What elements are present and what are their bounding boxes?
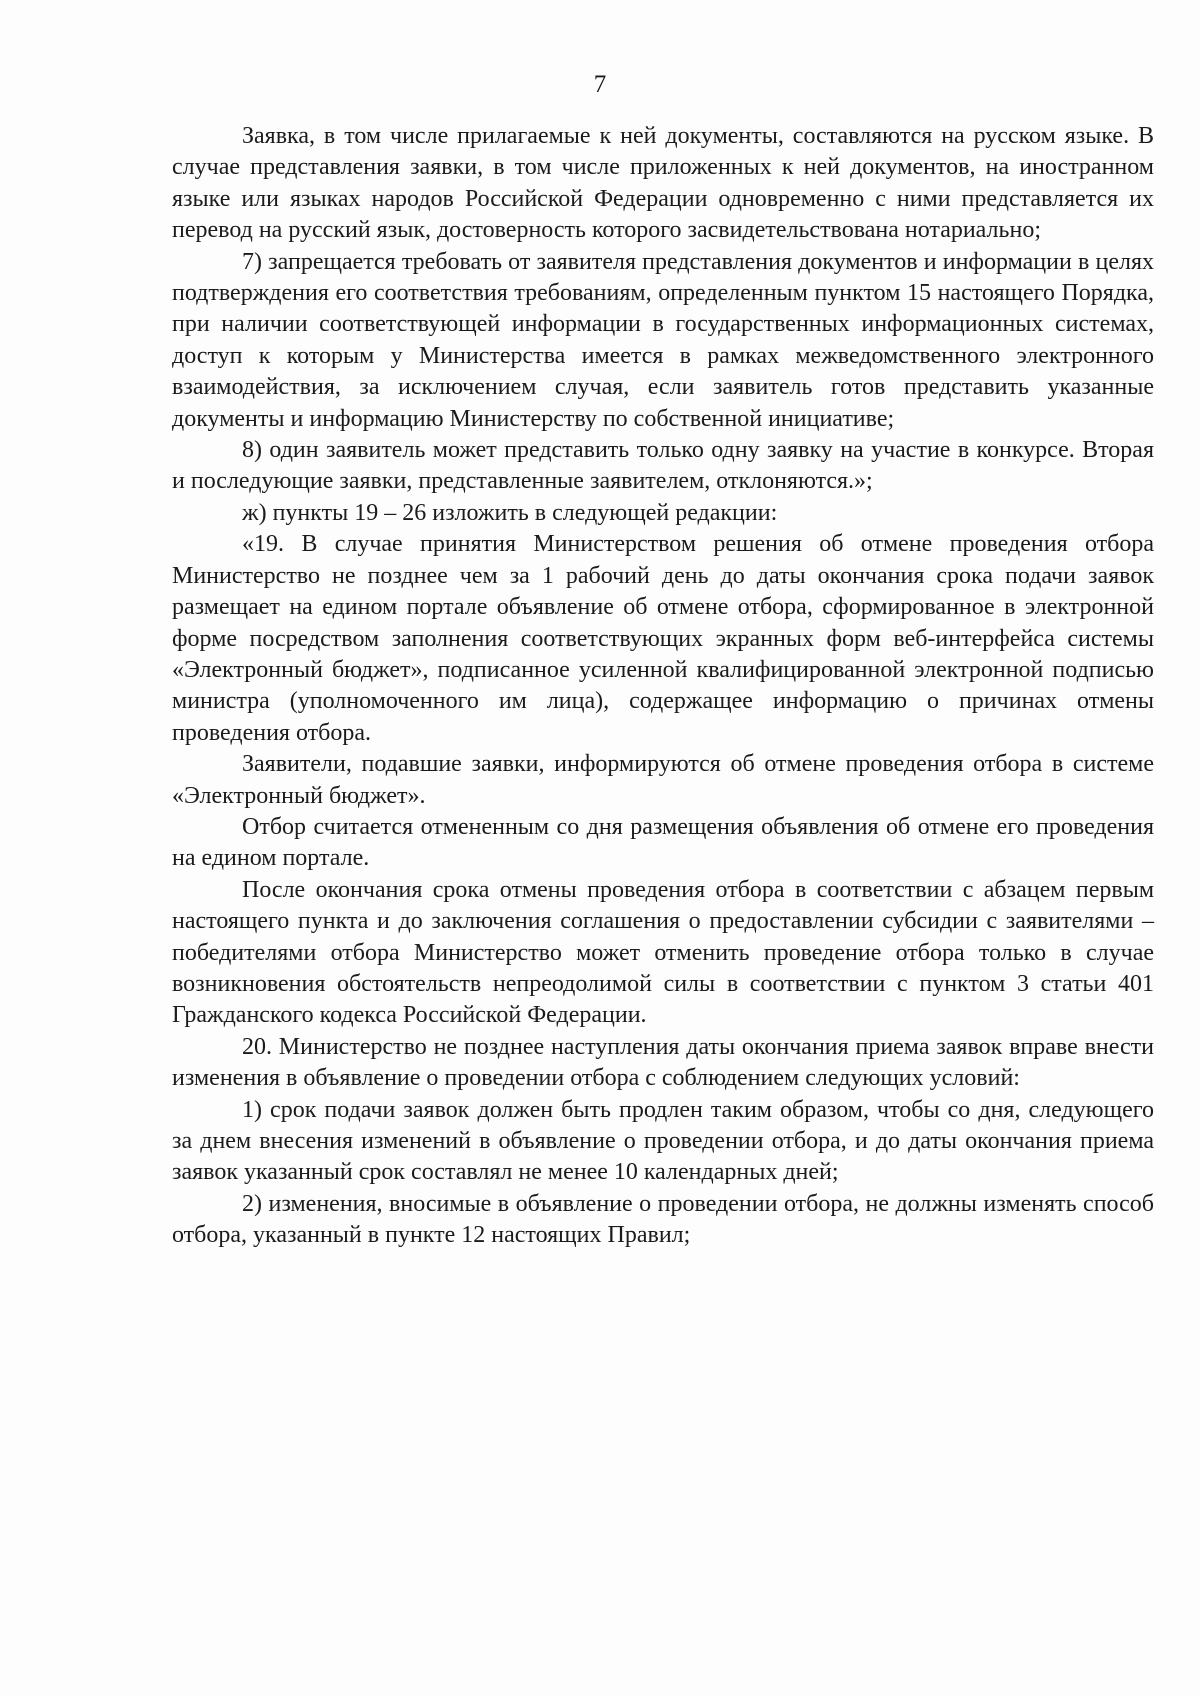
paragraph-item-8: 8) один заявитель может представить только одну заявку на участие в конкурсе. Вторая и последующие заявки, представленные заявителем, отклоняются.»; (172, 437, 1154, 495)
document-body (172, 121, 1154, 1252)
paragraph-applicants-informed: Заявители, подавшие заявки, информируются об отмене проведения отбора в системе «Электронный бюджет». (172, 751, 1154, 809)
paragraph-condition-1: 1) срок подачи заявок должен быть продлен таким образом, чтобы со дня, следующего за днем внесения изменений в объявление о проведении отбора, и до даты окончания приема заявок указанный срок составлял не менее 10 календарных дней; (172, 1096, 1154, 1186)
paragraph-item-20: 20. Министерство не позднее наступления даты окончания приема заявок вправе внести изменения в объявление о проведении отбора с соблюдением следующих условий: (172, 1033, 1154, 1092)
paragraph-amendment-zh: ж) пункты 19 – 26 изложить в следующей редакции: (242, 499, 778, 526)
page-number: 7 (593, 71, 607, 98)
paragraph-application-language: Заявка, в том числе прилагаемые к ней документы, составляются на русском языке. В случае представления заявки, в том числе приложенных к ней документов, на иностранном языке или языках народов Российской Федерации одновременно с ними представляется их перевод на русский язык, достоверность которого засвидетельствована нотариально; (172, 123, 1154, 244)
paragraph-selection-cancelled: Отбор считается отмененным со дня размещения объявления об отмене его проведения на едином портале. (172, 813, 1154, 872)
paragraph-condition-2: 2) изменения, вносимые в объявление о проведении отбора, не должны изменять способ отбора, указанный в пункте 12 настоящих Правил; (172, 1190, 1154, 1249)
paragraph-force-majeure: После окончания срока отмены проведения отбора в соответствии с абзацем первым настоящего пункта и до заключения соглашения о предоставлении субсидии с заявителями – победителями отбора Министерство может отменить проведение отбора только в случае возникновения обстоятельств непреодолимой силы в соответствии с пунктом 3 статьи 401 Гражданского кодекса Российской Федерации. (172, 876, 1154, 1029)
paragraph-item-7: 7) запрещается требовать от заявителя представления документов и информации в целях подтверждения его соответствия требованиям, определенным пунктом 15 настоящего Порядка, при наличии соответствующей информации в государственных информационных системах, доступ к которым у Министерства имеется в рамках межведомственного электронного взаимодействия, за исключением случая, если заявитель готов представить указанные документы и информацию Министерству по собственной инициативе; (172, 248, 1154, 432)
paragraph-item-19: «19. В случае принятия Министерством решения об отмене проведения отбора Министерство не позднее чем за 1 рабочий день до даты окончания срока подачи заявок размещает на едином портале объявление об отмене отбора, сформированное в электронной форме посредством заполнения соответствующих экранных форм веб-интерфейса системы «Электронный бюджет», подписанное усиленной квалифицированной электронной подписью министра (уполномоченного им лица), содержащее информацию о причинах отмены проведения отбора. (172, 531, 1154, 746)
